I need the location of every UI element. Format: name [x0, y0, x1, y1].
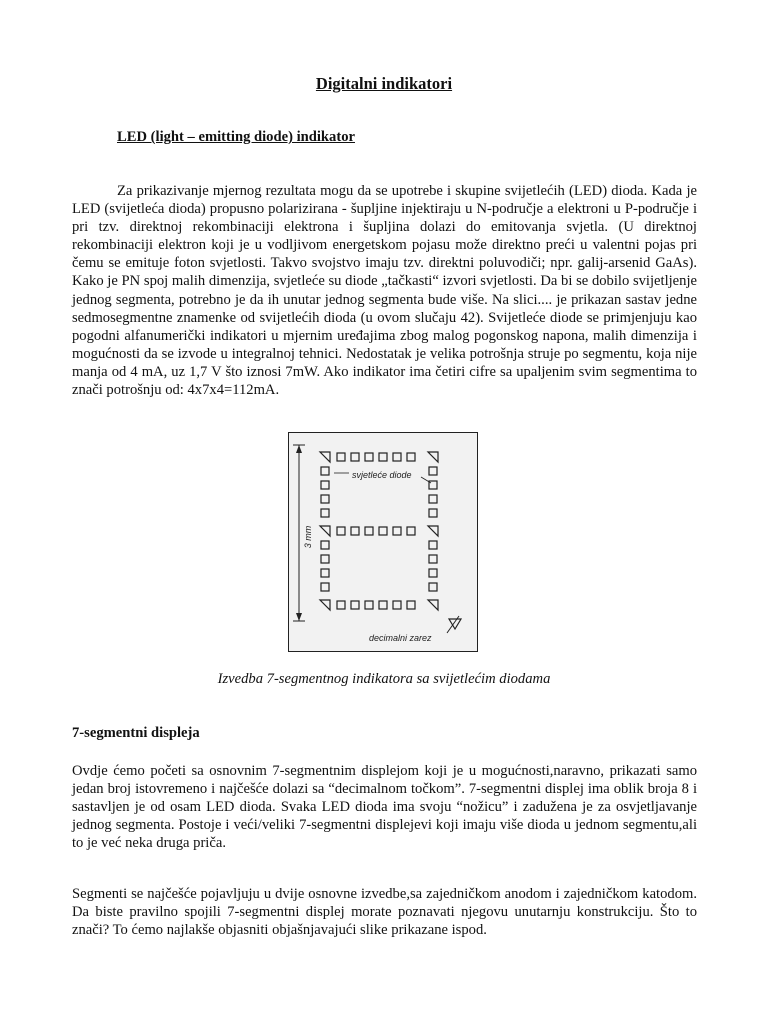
led-diode [321, 467, 329, 475]
led-corner-diode [428, 600, 438, 610]
paragraph-7-segment-intro: Ovdje ćemo početi sa osnovnim 7-segmentnim displejom koji je u mogućnosti,naravno, prikazati samo jedan broj istovremeno i najčešće dolazi sa “decimalnom točkom”. 7-segmentni displej ima oblik broja 8 i sastavljen je od osam LED dioda. Svaka LED dioda ima svoju “nožicu” i zadužena je za osvjetljavanje jednog segmenta. Postoje i veći/veliki 7-segmentni displejevi koji imaju više dioda u jednom segmentu,ali to je već neka druga priča. [72, 763, 697, 852]
led-diode [351, 601, 359, 609]
led-diode [365, 527, 373, 535]
led-diode [429, 555, 437, 563]
height-label: 3 mm [303, 525, 313, 549]
led-corner-diode [428, 452, 438, 462]
led-diode [429, 541, 437, 549]
led-diode [429, 509, 437, 517]
led-corner-diode [320, 600, 330, 610]
paragraph-7-segment-variants: Segmenti se najčešće pojavljuju u dvije osnovne izvedbe,sa zajedničkom anodom i zajedničkom katodom. Da biste pravilno spojili 7-segmentni displej morate poznavati njegovu unutarnju konstrukciju. Što to znači? To ćemo najlakše objasniti objašnjavajući slike prikazane ispod. [72, 886, 697, 939]
led-diode [407, 601, 415, 609]
led-diode [379, 453, 387, 461]
led-diode [351, 453, 359, 461]
led-diode [379, 527, 387, 535]
led-diode [321, 569, 329, 577]
seven-segment-diagram [289, 433, 477, 651]
led-diode [321, 495, 329, 503]
section-subtitle-led: LED (light – emitting diode) indikator [117, 129, 355, 145]
led-diode [337, 601, 345, 609]
page-title: Digitalni indikatori [315, 74, 453, 93]
led-diode [429, 583, 437, 591]
led-diode [321, 583, 329, 591]
led-diode [321, 541, 329, 549]
led-diode [429, 495, 437, 503]
led-corner-diode [428, 526, 438, 536]
led-diode [393, 601, 401, 609]
led-diode [351, 527, 359, 535]
led-diode [407, 527, 415, 535]
diodes-label: svjetleće diode [352, 470, 412, 480]
led-diode [429, 467, 437, 475]
led-diode [407, 453, 415, 461]
led-diode [337, 527, 345, 535]
led-diode [321, 509, 329, 517]
led-diode [393, 453, 401, 461]
led-diode [393, 527, 401, 535]
decimal-point-led [447, 616, 461, 633]
section-title-7-segment: 7-segmentni displeja [72, 725, 200, 741]
led-corner-diode [320, 526, 330, 536]
led-diode [365, 453, 373, 461]
led-corner-diode [320, 452, 330, 462]
led-diode [379, 601, 387, 609]
led-diode [429, 569, 437, 577]
figure-caption: Izvedba 7-segmentnog indikatora sa svijetlećim diodama [217, 671, 551, 687]
led-diode [321, 481, 329, 489]
led-diode [321, 555, 329, 563]
paragraph-led-description: Za prikazivanje mjernog rezultata mogu da se upotrebe i skupine svijetlećih (LED) dioda. Kada je LED (svijetleća dioda) propusno polarizirana - šupljine injektiraju u N-područje a elektroni u P-područje i pri tzv. direktnoj rekombinaciji elektrona i šupljina dolazi do emitovanja svjetla. (U direktnoj rekombinaciji elektron koji je u vodljivom energetskom pojasu može direktno preći u valentni pojas pri čemu se emituje foton svjetlosti. Takvo svojstvo imaju tzv. direktni poluvodiči; npr. galij-arsenid GaAs). Kako je PN spoj malih dimenzija, svjetleće su diode „tačkasti“ izvori svjetlosti. Da bi se dobilo svijetljenje jednog segmenta, potrebno je da ih unutar jednog segmenta bude više. Na slici.... je prikazan sastav jedne sedmosegmentne znamenke od svijetlećih dioda (u ovom slučaju 42). Svijetleće diode se primjenjuju kao pogodni alfanumerički indikatori u mjernim uređajima zbog malog pogonskog napona, malih dimenzija i mogućnosti da se izvode u integralnoj tehnici. Nedostatak je velika potrošnja struje po segmentu, koja nije manja od 4 mA, uz 1,7 V što iznosi 7mW. Ako indikator ima četiri cifre sa upaljenim svim segmentima to znači potrošnju od: 4x7x4=112mA. [72, 183, 697, 399]
led-diode [337, 453, 345, 461]
decimal-point-label: decimalni zarez [369, 633, 432, 643]
led-diode [365, 601, 373, 609]
seven-segment-led-figure [288, 432, 478, 652]
